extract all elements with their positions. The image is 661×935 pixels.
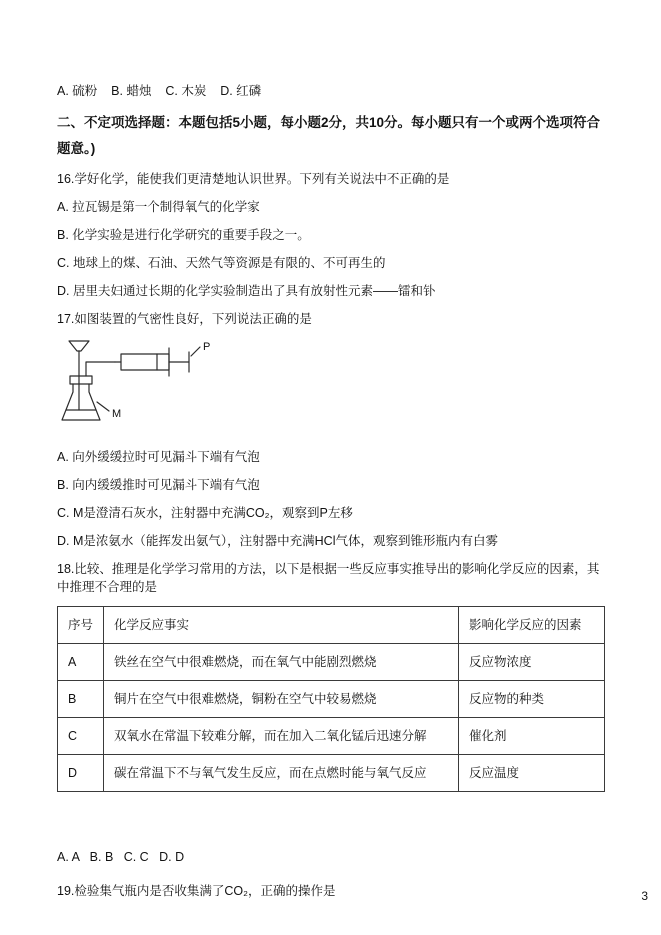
label-p-leader-icon — [191, 347, 200, 356]
row-factor: 反应物的种类 — [459, 681, 605, 718]
funnel-cup-icon — [69, 341, 89, 351]
q17-option-b: B. 向内缓缓推时可见漏斗下端有气泡 — [57, 478, 260, 492]
section-heading: 二、不定项选择题：本题包括5小题，每小题2分，共10分。每小题只有一个或两个选项符合题意。) — [57, 115, 601, 156]
table-row — [58, 644, 605, 681]
row-fact: 碳在常温下不与氧气发生反应，而在点燃时能与氧气反应 — [104, 755, 459, 792]
row-id: C — [58, 718, 104, 755]
q17-option-a: A. 向外缓缓拉时可见漏斗下端有气泡 — [57, 450, 260, 464]
row-fact: 双氧水在常温下较难分解，而在加入二氧化锰后迅速分解 — [104, 718, 459, 755]
q16-stem: 16.学好化学，能使我们更清楚地认识世界。下列有关说法中不正确的是 — [57, 172, 450, 186]
q18-stem: 18.比较、推理是化学学习常用的方法，以下是根据一些反应事实推导出的影响化学反应的因素，其中推理不合理的是 — [57, 562, 600, 594]
q17-stem: 17.如图装置的气密性良好，下列说法正确的是 — [57, 312, 312, 326]
q17-option-c: C. M是澄清石灰水，注射器中充满CO₂，观察到P左移 — [57, 506, 353, 520]
label-p: P — [203, 341, 211, 353]
row-factor: 反应温度 — [459, 755, 605, 792]
q16-option-a: A. 拉瓦锡是第一个制得氧气的化学家 — [57, 200, 260, 214]
q18-table-header-factor: 影响化学反应的因素 — [459, 607, 605, 644]
q18-table — [57, 606, 605, 792]
row-id: A — [58, 644, 104, 681]
q16-option-d: D. 居里夫妇通过长期的化学实验制造出了具有放射性元素——镭和钋 — [57, 284, 436, 298]
q16-option-b: B. 化学实验是进行化学研究的重要手段之一。 — [57, 228, 310, 242]
q17-apparatus-diagram — [57, 338, 605, 438]
q18-table-header-id: 序号 — [58, 607, 104, 644]
delivery-tube-icon — [86, 362, 115, 376]
row-factor: 催化剂 — [459, 718, 605, 755]
table-header-row — [58, 607, 605, 644]
table-row — [58, 681, 605, 718]
page-number: 3 — [641, 889, 648, 903]
row-factor: 反应物浓度 — [459, 644, 605, 681]
q19-stem: 19.检验集气瓶内是否收集满了CO₂，正确的操作是 — [57, 884, 336, 898]
label-m-leader-icon — [97, 402, 109, 411]
q16-option-c: C. 地球上的煤、石油、天然气等资源是有限的、不可再生的 — [57, 256, 386, 270]
q17-option-d: D. M是浓氨水（能挥发出氨气），注射器中充满HCl气体，观察到锥形瓶内有白雾 — [57, 534, 498, 548]
row-id: B — [58, 681, 104, 718]
syringe-barrel-icon — [121, 354, 169, 370]
row-id: D — [58, 755, 104, 792]
stopper-icon — [70, 376, 92, 384]
label-m: M — [112, 408, 122, 420]
row-fact: 铁丝在空气中很难燃烧，而在氧气中能剧烈燃烧 — [104, 644, 459, 681]
prev-question-options: A. 硫粉 B. 蜡烛 C. 木炭 D. 红磷 — [57, 84, 262, 98]
flask-icon — [62, 384, 100, 420]
table-row — [58, 718, 605, 755]
q18-answer-options: A. A B. B C. C D. D — [57, 850, 185, 864]
q18-table-header-fact: 化学反应事实 — [104, 607, 459, 644]
table-row — [58, 755, 605, 792]
row-fact: 铜片在空气中很难燃烧，铜粉在空气中较易燃烧 — [104, 681, 459, 718]
